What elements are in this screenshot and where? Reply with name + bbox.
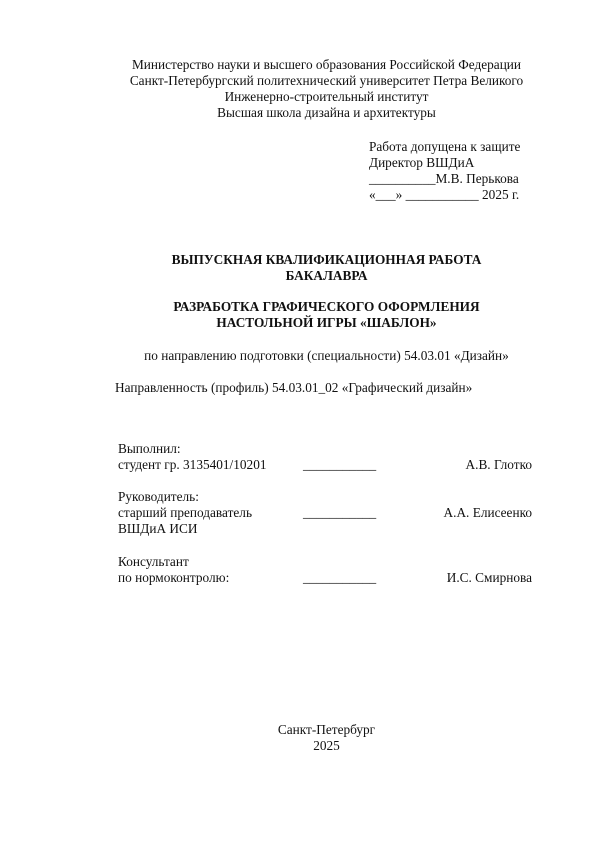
consultant-role: Консультант [118,554,189,569]
supervisor-department: ВШДиА ИСИ [118,521,198,536]
footer-year: 2025 [313,738,340,753]
university-line: Санкт-Петербургский политехнический университет Петра Великого [129,73,524,88]
school-line: Высшая школа дизайна и архитектуры [217,105,436,120]
supervisor-signature-blank: ___________ [303,505,377,520]
approval-block [369,139,520,203]
ministry-line: Министерство науки и высшего образования Российской Федерации [131,57,522,72]
work-type-title [0,252,595,284]
approval-date: «___» ___________ 2025 г. [369,187,520,202]
consultant-signature-row [118,570,532,586]
supervisor-name: А.А. Елисеенко [443,505,532,520]
direction-text: по направлению подготовки (специальности) 54.03.01 «Дизайн» [144,348,509,363]
topic-line2: НАСТОЛЬНОЙ ИГРЫ «ШАБЛОН» [216,315,437,330]
consultant-position: по нормоконтролю: [118,570,230,585]
institute-line: Инженерно-строительный институт [224,89,429,104]
direction-line [0,348,595,364]
approval-admitted: Работа допущена к защите [369,139,521,154]
topic-line1: РАЗРАБОТКА ГРАФИЧЕСКОГО ОФОРМЛЕНИЯ [173,299,480,314]
author-position: студент гр. 3135401/10201 [118,457,267,472]
approval-director-signature: __________М.В. Перькова [369,171,519,186]
author-role: Выполнил: [118,441,181,456]
supervisor-role: Руководитель: [118,489,199,504]
footer-city: Санкт-Петербург [277,722,376,737]
supervisor-signature-row [118,505,532,521]
consultant-signature-blank: ___________ [303,570,377,585]
consultant-name: И.С. Смирнова [446,570,532,585]
work-type-line2: БАКАЛАВРА [285,268,368,283]
approval-director: Директор ВШДиА [369,155,475,170]
profile-line: Направленность (профиль) 54.03.01_02 «Графический дизайн» [115,380,473,395]
work-type-line1: ВЫПУСКНАЯ КВАЛИФИКАЦИОННАЯ РАБОТА [171,252,482,267]
author-name: А.В. Глотко [465,457,532,472]
thesis-topic [0,299,595,331]
author-signature-row [118,457,532,473]
author-signature-blank: ___________ [303,457,377,472]
supervisor-position: старший преподаватель [118,505,253,520]
footer [0,722,595,754]
institution-header [0,57,595,121]
